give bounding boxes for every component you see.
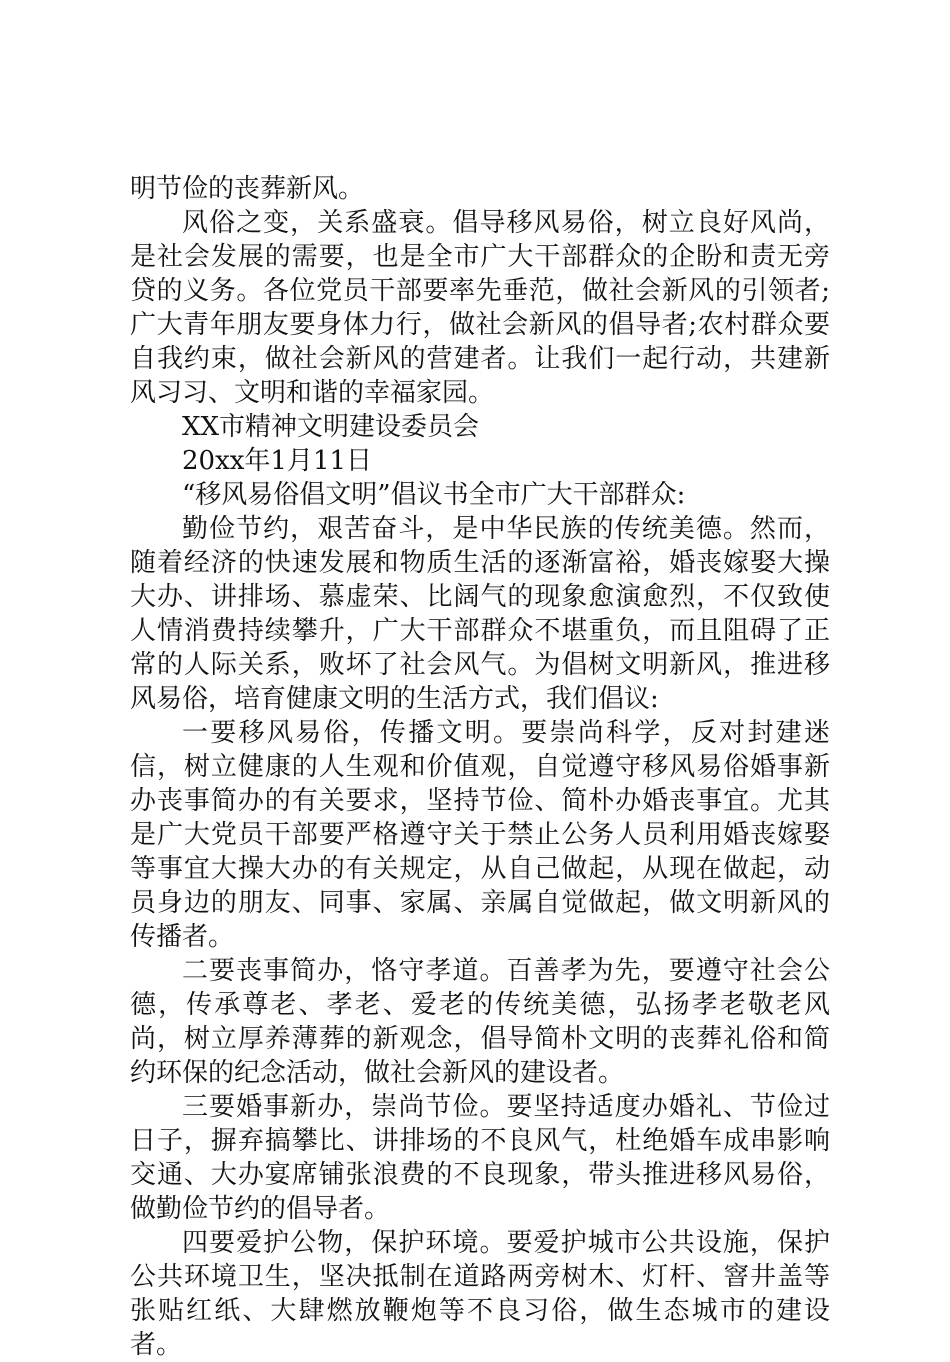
paragraph-point-4: 四要爱护公物，保护环境。要爱护城市公共设施，保护公共环境卫生，坚决抵制在道路两旁树木、灯杆、窨井盖等张贴红纸、大肆燃放鞭炮等不良习俗，做生态城市的建设者。: [130, 1228, 830, 1360]
paragraph-continuation: 明节俭的丧葬新风。: [130, 174, 365, 204]
signature-date: 20xx年1月11日: [182, 446, 373, 476]
proposal-title: “移风易俗倡文明”倡议书全市广大干部群众:: [182, 480, 686, 510]
paragraph-point-1: 一要移风易俗，传播文明。要崇尚科学，反对封建迷信，树立健康的人生观和价值观，自觉遵守移风易俗婚事新办丧事简办的有关要求，坚持节俭、简朴办婚丧事宜。尤其是广大党员干部要严格遵守关于禁止公务人员利用婚丧嫁娶等事宜大操大办的有关规定，从自己做起，从现在做起，动员身边的朋友、同事、家属、亲属自觉做起，做文明新风的传播者。: [130, 718, 830, 952]
document-body: [130, 172, 830, 1362]
paragraph-point-2: 二要丧事简办，恪守孝道。百善孝为先，要遵守社会公德，传承尊老、孝老、爱老的传统美德，弘扬孝老敬老风尚，树立厚养薄葬的新观念，倡导简朴文明的丧葬礼俗和简约环保的纪念活动，做社会新风的建设者。: [130, 956, 830, 1088]
paragraph-intro: 勤俭节约，艰苦奋斗，是中华民族的传统美德。然而，随着经济的快速发展和物质生活的逐渐富裕，婚丧嫁娶大操大办、讲排场、慕虚荣、比阔气的现象愈演愈烈，不仅致使人情消费持续攀升，广大干部群众不堪重负，而且阻碍了正常的人际关系，败坏了社会风气。为倡树文明新风，推进移风易俗，培育健康文明的生活方式，我们倡议:: [130, 514, 830, 714]
paragraph-point-3: 三要婚事新办，崇尚节俭。要坚持适度办婚礼、节俭过日子，摒弃搞攀比、讲排场的不良风气，杜绝婚车成串影响交通、大办宴席铺张浪费的不良现象，带头推进移风易俗，做勤俭节约的倡导者。: [130, 1092, 830, 1224]
paragraph-customs-change: 风俗之变，关系盛衰。倡导移风易俗，树立良好风尚，是社会发展的需要，也是全市广大干部群众的企盼和责无旁贷的义务。各位党员干部要率先垂范，做社会新风的引领者;广大青年朋友要身体力行，做社会新风的倡导者;农村群众要自我约束，做社会新风的营建者。让我们一起行动，共建新风习习、文明和谐的幸福家园。: [130, 208, 830, 408]
signature-organization: XX市精神文明建设委员会: [182, 412, 480, 442]
